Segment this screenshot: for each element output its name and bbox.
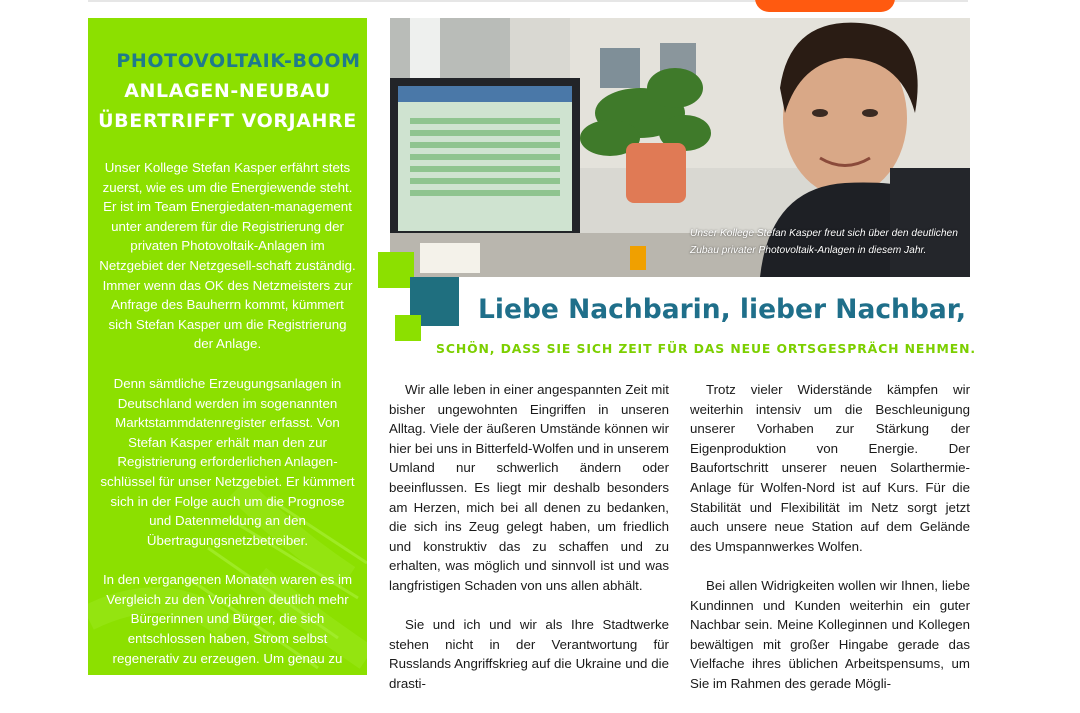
sidebar-paragraph: In den vergangenen Monaten waren es im Vergleich zu den Vorjahren deutlich mehr Bürgerinnen und Bürger, die sich entschlossen haben, Strom selbst regenerativ zu erzeugen. Um genau zu: [102, 572, 353, 666]
photo-caption: Unser Kollege Stefan Kasper freut sich über den deutlichen Zubau privater Photovoltaik-Anlagen in diesem Jahr.: [690, 228, 958, 256]
sidebar-box: [88, 18, 367, 675]
article-paragraph: Sie und ich und wir als Ihre Stadtwerke stehen nicht in der Verantwortung für Russlands Angriffskrieg auf die Ukraine und die drasti-: [389, 617, 669, 691]
sidebar-title: [88, 46, 367, 136]
green-square-decoration: [395, 315, 421, 341]
sidebar-title-line1: PHOTOVOLTAIK-BOOM: [116, 50, 361, 72]
sidebar-paragraph: Unser Kollege Stefan Kasper erfährt stets zuerst, wie es um die Energiewende steht. Er ist im Team Energiedaten-management unter anderem für die Registrierung der privaten Photovoltaik-Anlagen im Netzgebiet der Netzgesell-schaft zuständig. Immer wenn das OK des Netzmeisters zur Anfrage des Bauherrn kommt, kümmert sich Stefan Kasper um die Registrierung der Anlage.: [99, 160, 356, 352]
green-square-decoration: [378, 252, 414, 288]
article-paragraph: Wir alle leben in einer angespannten Zeit mit bisher ungewohnten Eingriffen in unseren Alltag. Viele der äußeren Umstände können wir hier bei uns in Bitterfeld-Wolfen und in unserem Umland nur schwerlich ändern oder beeinflussen. Es liegt mir deshalb besonders am Herzen, mich bei all denen zu bedanken, die sich ins Zeug gelegt haben, um friedlich und konstruktiv das zu schaffen und zu erhalten, was möglich und sinnvoll ist und was langfristigen Schaden von uns allen abhält.: [389, 382, 669, 593]
article-column-left: [389, 380, 669, 713]
sidebar-title-line3: ÜBERTRIFFT VORJAHRE: [98, 110, 357, 132]
article-subheadline: SCHÖN, DASS SIE SICH ZEIT FÜR DAS NEUE ORTSGESPRÄCH NEHMEN.: [436, 341, 977, 356]
sidebar-paragraph: Denn sämtliche Erzeugungsanlagen in Deutschland werden im sogenannten Marktstammdatenregister erfasst. Von Stefan Kasper erhält man den zur Registrierung erforderlichen Anlagen-schlüssel für unser Netzgebiet. Er kümmert sich in der Folge auch um die Prognose und Datenmeldung an den Übertragungsnetzbetreiber.: [100, 375, 355, 548]
article-column-right: [690, 380, 970, 713]
article-paragraph: Trotz vieler Widerstände kämpfen wir weiterhin intensiv um die Beschleunigung unserer Vorhaben zur Stärkung der Eigenproduktion von Energie. Der Baufortschritt unserer neuen Solarthermie-Anlage für Wolfen-Nord ist auf Kurs. Für die Stabilität und Flexibilität im Netz sorgt jetzt auch unsere neue Station auf dem Gelände des Umspannwerkes Wolfen.: [690, 382, 970, 554]
orange-tab-decoration: [755, 0, 895, 12]
article-headline: Liebe Nachbarin, lieber Nachbar,: [478, 294, 967, 325]
sidebar-body: [98, 158, 357, 668]
article-paragraph: Bei allen Widrigkeiten wollen wir Ihnen, liebe Kundinnen und Kunden weiterhin ein guter Nachbar sein. Meine Kolleginnen und Kollegen bewältigen mit großer Hingabe gerade das Vielfache ihres üblichen Arbeitspensums, um Sie im Rahmen des gerade Mögli-: [690, 577, 970, 691]
sidebar-title-line2: ANLAGEN-NEUBAU: [124, 80, 331, 102]
